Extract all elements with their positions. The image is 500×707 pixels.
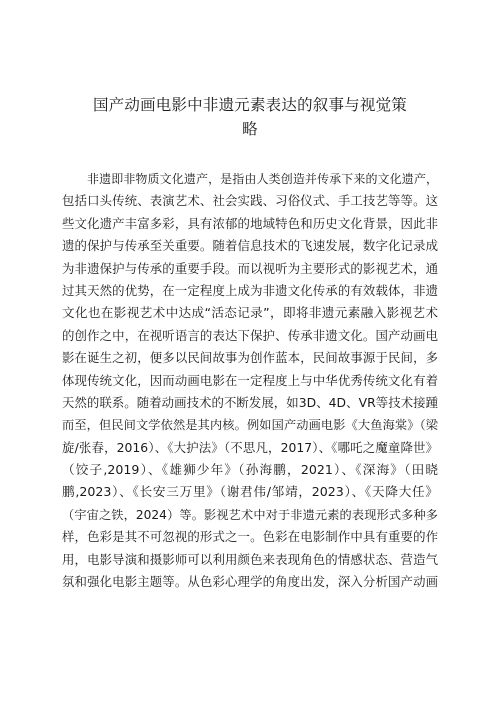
body-line: 氛和强化电影主题等。从色彩心理学的角度出发，深入分析国产动画 <box>62 574 438 590</box>
body-line: （饺子,2019）、《雄狮少年》（孙海鹏，2021）、《深海》（田晓 <box>62 462 438 478</box>
body-line: 旋/张春，2016）、《大护法》（不思凡，2017）、《哪吒之魔童降世》 <box>62 439 438 455</box>
body-line: 天然的联系。随着动画技术的不断发展，如3D、4D、VR等技术接踵 <box>62 394 438 410</box>
body-line: 影在诞生之初，便多以民间故事为创作蓝本，民间故事源于民间，多 <box>62 350 438 366</box>
body-line: 用，电影导演和摄影师可以利用颜色来表现角色的情感状态、营造气 <box>62 551 438 567</box>
body-line: 些文化遗产丰富多彩，具有浓郁的地域特色和历史文化背景，因此非 <box>62 215 438 231</box>
body-line: 鹏,2023）、《长安三万里》（谢君伟/邹靖，2023）、《天降大任》 <box>62 484 438 500</box>
body-line: 的创作之中，在视听语言的表达下保护、传承非遗文化。国产动画电 <box>62 327 438 343</box>
body-line: 体现传统文化，因而动画电影在一定程度上与中华优秀传统文化有着 <box>62 372 438 388</box>
body-line: 文化也在影视艺术中达成“活态记录”，即将非遗元素融入影视艺术 <box>62 305 438 321</box>
body-line: 样，色彩是其不可忽视的形式之一。色彩在电影制作中具有重要的作 <box>62 529 438 545</box>
paper-title-line-1: 国产动画电影中非遗元素表达的叙事与视觉策 <box>92 96 407 114</box>
paper-title <box>60 93 440 141</box>
body-line: 而至，但民间文学依然是其内核。例如国产动画电影《大鱼海棠》（梁 <box>62 418 438 433</box>
body-line: 过其天然的优势，在一定程度上成为非遗文化传承的有效载体，非遗 <box>62 282 438 298</box>
body-line: （宇宙之铁，2024）等。影视艺术中对于非遗元素的表现形式多种多 <box>62 507 438 522</box>
body-line: 遗的保护与传承至关重要。随着信息技术的飞速发展，数字化记录成 <box>62 238 438 254</box>
body-line: 非遗即非物质文化遗产，是指由人类创造并传承下来的文化遗产， <box>87 172 438 186</box>
body-line: 包括口头传统、表演艺术、社会实践、习俗仪式、手工技艺等等。这 <box>62 193 438 209</box>
body-line: 为非遗保护与传承的重要手段。而以视听为主要形式的影视艺术，通 <box>62 260 438 276</box>
paper-title-line-2: 略 <box>242 120 258 138</box>
body-paragraph <box>62 168 438 593</box>
